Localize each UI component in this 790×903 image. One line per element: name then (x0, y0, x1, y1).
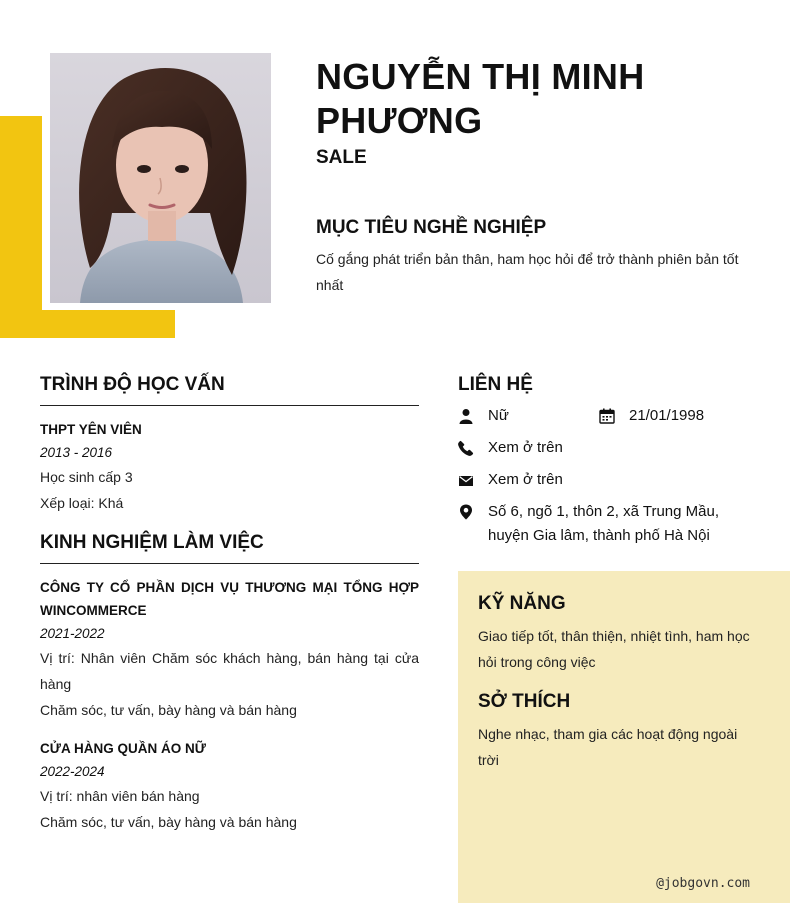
left-column (40, 374, 419, 835)
education-grade: Xếp loại: Khá (40, 495, 124, 511)
birthday-value: 21/01/1998 (629, 407, 705, 424)
birthday-row (599, 404, 759, 428)
profile-photo (50, 53, 271, 303)
skills-text: Giao tiếp tốt, thân thiện, nhiệt tình, ham học hỏi trong công việc (478, 628, 750, 670)
objective-text: Cố gắng phát triển bản thân, ham học hỏi để trở thành phiên bản tốt nhất (316, 251, 739, 293)
hobbies-text: Nghe nhạc, tham gia các hoạt động ngoài trời (478, 726, 738, 768)
company-name: CỬA HÀNG QUẦN ÁO NỮ (40, 741, 206, 756)
gender-row (458, 404, 598, 428)
skills-hobbies-panel (458, 571, 790, 903)
experience-entry (40, 737, 419, 835)
email-value: Xem ở trên (488, 471, 563, 488)
job-period: 2021-2022 (40, 626, 105, 641)
person-icon (458, 404, 488, 428)
phone-value: Xem ở trên (488, 439, 563, 456)
location-pin-icon (458, 500, 488, 524)
experience-heading: KINH NGHIỆM LÀM VIỆC (40, 532, 419, 564)
phone-row (458, 436, 758, 460)
experience-entry (40, 576, 419, 723)
address-row (458, 500, 758, 548)
education-entry (40, 418, 419, 516)
candidate-name: NGUYỄN THỊ MINH PHƯƠNG (316, 56, 645, 141)
company-name: CÔNG TY CỔ PHẦN DỊCH VỤ THƯƠNG MẠI TỔNG HỢP WINCOMMERCE (40, 580, 419, 618)
accent-bar-vertical (0, 116, 42, 338)
address-value: Số 6, ngõ 1, thôn 2, xã Trung Mầu, huyện Gia lâm, thành phố Hà Nội (488, 503, 719, 544)
school-name: THPT YÊN VIÊN (40, 422, 142, 437)
education-heading: TRÌNH ĐỘ HỌC VẤN (40, 374, 419, 406)
skills-heading: KỸ NĂNG (478, 593, 566, 614)
job-position: Vị trí: nhân viên bán hàng (40, 788, 200, 804)
job-role: SALE (316, 147, 367, 168)
mail-icon (458, 468, 488, 492)
phone-icon (458, 436, 488, 460)
gender-value: Nữ (488, 407, 509, 424)
job-position: Vị trí: Nhân viên Chăm sóc khách hàng, bán hàng tại cửa hàng (40, 650, 419, 692)
accent-bar-horizontal (0, 310, 175, 338)
watermark-text: @jobgovn.com (656, 876, 750, 891)
education-detail: Học sinh cấp 3 (40, 469, 133, 485)
contact-heading: LIÊN HỆ (458, 374, 533, 395)
job-duty: Chăm sóc, tư vấn, bày hàng và bán hàng (40, 702, 297, 718)
education-period: 2013 - 2016 (40, 445, 113, 460)
calendar-icon (599, 404, 629, 428)
objective-heading: MỤC TIÊU NGHỀ NGHIỆP (316, 217, 547, 238)
job-period: 2022-2024 (40, 764, 105, 779)
hobbies-heading: SỞ THÍCH (478, 691, 571, 712)
email-row (458, 468, 758, 492)
job-duty: Chăm sóc, tư vấn, bày hàng và bán hàng (40, 814, 297, 830)
